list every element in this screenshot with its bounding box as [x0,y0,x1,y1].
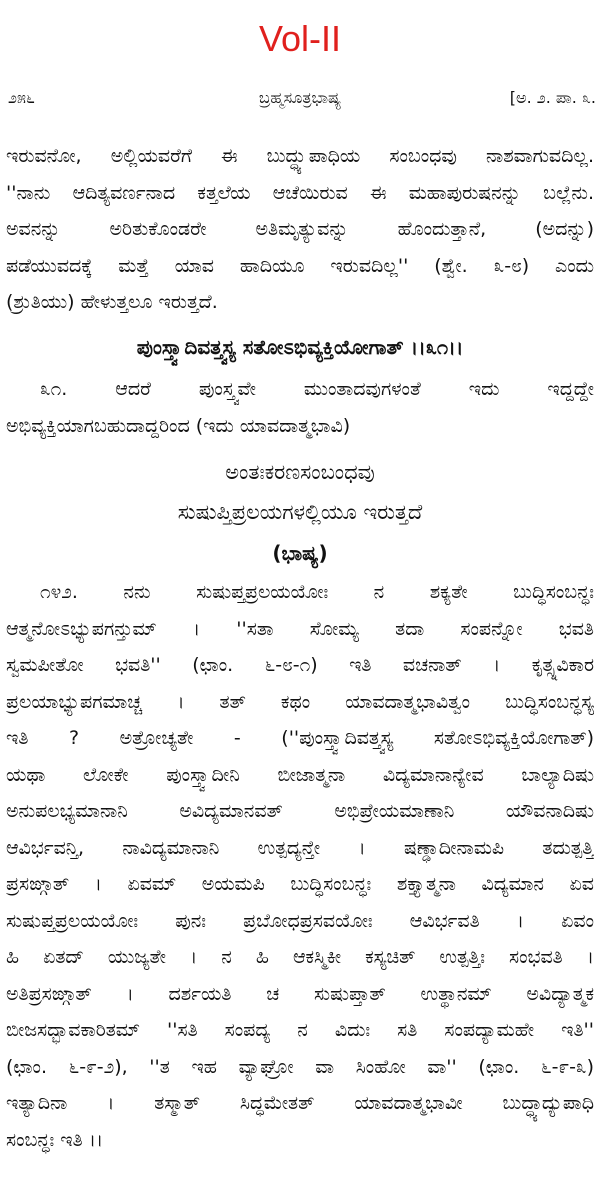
text-line: ಪ್ರಲಯಾಭ್ಯುಪಗಮಾಚ್ಚ । ತತ್ ಕಥಂ ಯಾವದಾತ್ಮಭಾವಿತ್ವಂ ಬುದ್ಧಿಸಂಬನ್ಧಸ್ಯ [6,690,594,713]
page-body [6,138,594,1158]
sutra-verse: ಪುಂಸ್ತ್ವಾದಿವತ್ತ್ವಸ್ಯ ಸತೋಽಭಿವ್ಯಕ್ತಿಯೋಗಾತ್ ।।೩೧।। [136,334,464,359]
text-line: ಆವಿರ್ಭವನ್ತಿ, ನಾವಿದ್ಯಮಾನಾನಿ ಉತ್ಪದ್ಯನ್ತೇ । ಷಣ್ಢಾದೀನಾಮಪಿ ತದುತ್ಪತ್ತಿ [6,836,594,859]
volume-label: Vol-II [258,18,342,59]
text-line: (ಶ್ರುತಿಯು) ಹೇಳುತ್ತಲೂ ಇರುತ್ತದೆ. [6,291,218,313]
section-heading [6,452,594,532]
bhashya-label: (ಭಾಷ್ಯ) [272,541,328,565]
text-line: ಬೀಜಸದ್ಭಾವಕಾರಿತಮ್ ''ಸತಿ ಸಂಪದ್ಯ ನ ವಿದುಃ ಸತಿ ಸಂಪದ್ಯಾಮಹೇ ಇತಿ'' [6,1019,594,1041]
text-line: ಇರುವನೋ, ಅಲ್ಲಿಯವರೆಗೆ ಈ ಬುದ್ಧ್ಯುಪಾಧಿಯ ಸಂಬಂಧವು ನಾಶವಾಗುವದಿಲ್ಲ. [6,145,594,167]
text-line: ಇತ್ಯಾದಿನಾ । ತಸ್ಮಾತ್ ಸಿದ್ಧಮೇತತ್ ಯಾವದಾತ್ಮಭಾವೀ ಬುದ್ಧ್ಯಾದ್ಯುಪಾಧಿ [6,1092,594,1114]
paragraph-2 [6,371,594,444]
text-line: ಅಭಿವ್ಯಕ್ತಿಯಾಗಬಹುದಾದ್ದರಿಂದ (ಇದು ಯಾವದಾತ್ಮಭಾವಿ) [6,414,351,437]
running-header [0,88,600,112]
heading-line: ಸುಷುಪ್ತಿಪ್ರಲಯಗಳಲ್ಲಿಯೂ ಇರುತ್ತದೆ [177,500,423,524]
paragraph-3 [6,574,594,1158]
chapter-reference: [ಅ. ೨. ಪಾ. ೩. [509,88,596,107]
text-line: ಯಥಾ ಲೋಕೇ ಪುಂಸ್ತ್ವಾದೀನಿ ಬೀಜಾತ್ಮನಾ ವಿದ್ಯಮಾನಾನ್ಯೇವ ಬಾಲ್ಯಾದಿಷು [6,763,594,786]
text-line: ಪಡೆಯುವದಕ್ಕೆ ಮತ್ತೆ ಯಾವ ಹಾದಿಯೂ ಇರುವದಿಲ್ಲ'' (ಶ್ವೇ. ೩-೮) ಎಂದು [6,254,594,277]
text-line: ಸಂಬನ್ಧಃ ಇತಿ ।। [6,1128,104,1151]
text-line: ೧೪೨. ನನು ಸುಷುಪ್ತಪ್ರಲಯಯೋಃ ನ ಶಕ್ಯತೇ ಬುದ್ಧಿಸಂಬನ್ಧಃ [40,581,594,603]
running-title: ಬ್ರಹ್ಮಸೂತ್ರಭಾಷ್ಯ [258,88,342,107]
page-number: ೨೫೬ [8,88,35,107]
text-line: ಸ್ವಮಪೀತೋ ಭವತಿ'' (ಛಾಂ. ೬-೮-೧) ಇತಿ ವಚನಾತ್ । ಕೃತ್ಸ್ನವಿಕಾರ [6,654,594,676]
text-line: ಅವನನ್ನು ಅರಿತುಕೊಂಡರೇ ಅತಿಮೃತ್ಯುವನ್ನು ಹೊಂದುತ್ತಾನೆ, (ಅದನ್ನು) [6,218,594,240]
text-line: ಇತಿ ? ಅತ್ರೋಚ್ಯತೇ - (''ಪುಂಸ್ತ್ವಾದಿವತ್ತ್ವಸ್ಯ ಸತೋಽಭಿವ್ಯಕ್ತಿಯೋಗಾತ್) [6,727,594,749]
paragraph-1 [6,138,594,321]
text-line: ''ನಾನು ಆದಿತ್ಯವರ್ಣನಾದ ಕತ್ತಲೆಯ ಆಚೆಯಿರುವ ಈ ಮಹಾಪುರುಷನನ್ನು ಬಲ್ಲೆನು. [6,181,594,204]
text-line: ಅನುಪಲಭ್ಯಮಾನಾನಿ ಅವಿದ್ಯಮಾನವತ್ ಅಭಿಪ್ರೇಯಮಾಣಾನಿ ಯೌವನಾದಿಷು [6,800,594,822]
text-line: (ಛಾಂ. ೬-೯-೨), ''ತ ಇಹ ವ್ಯಾಘ್ರೋ ವಾ ಸಿಂಹೋ ವಾ'' (ಛಾಂ. ೬-೯-೩) [6,1055,594,1078]
text-line: ಅತಿಪ್ರಸಙ್ಗಾತ್ । ದರ್ಶಯತಿ ಚ ಸುಷುಪ್ತಾತ್ ಉತ್ಥಾನಮ್ ಅವಿದ್ಯಾತ್ಮಕ [6,982,594,1005]
text-line: ಆತ್ಮನೋಽಭ್ಯುಪಗನ್ತುಮ್ । ''ಸತಾ ಸೋಮ್ಯ ತದಾ ಸಂಪನ್ನೋ ಭವತಿ [6,617,594,640]
text-line: ಹಿ ಏತದ್ ಯುಜ್ಯತೇ । ನ ಹಿ ಆಕಸ್ಮಿಕೀ ಕಸ್ಯಚಿತ್ ಉತ್ಪತ್ತಿಃ ಸಂಭವತಿ । [6,946,594,968]
text-line: ಸುಷುಪ್ತಪ್ರಲಯಯೋಃ ಪುನಃ ಪ್ರಬೋಧಪ್ರಸವಯೋಃ ಆವಿರ್ಭವತಿ । ಏವಂ [6,909,594,932]
heading-line: ಅಂತಃಕರಣಸಂಬಂಧವು [225,460,375,484]
text-line: ೩೧. ಆದರೆ ಪುಂಸ್ತ್ವವೇ ಮುಂತಾದವುಗಳಂತೆ ಇದು ಇದ್ದದ್ದೇ [40,378,594,400]
text-line: ಪ್ರಸಙ್ಗಾತ್ । ಏವಮ್ ಅಯಮಪಿ ಬುದ್ಧಿಸಂಬನ್ಧಃ ಶಕ್ತ್ಯಾತ್ಮನಾ ವಿದ್ಯಮಾನ ಏವ [6,873,594,895]
